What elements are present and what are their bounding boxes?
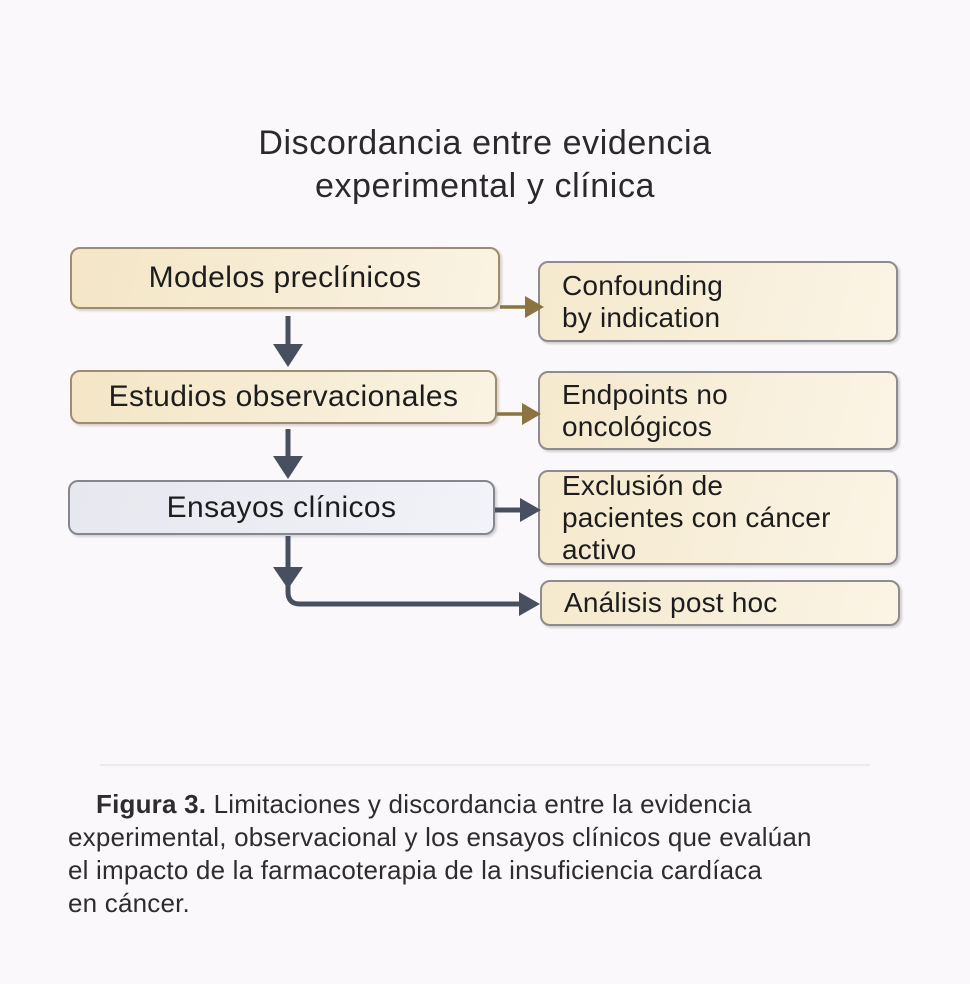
node-ensayos-clinicos: [68, 480, 495, 535]
node-label-line: Análisis post hoc: [564, 587, 778, 618]
node-label: Ensayos clínicos: [166, 490, 397, 524]
node-exclusion-pacientes-cancer-activo: [538, 470, 898, 565]
caption-line: en cáncer.: [68, 888, 190, 918]
figure-title-line1: Discordancia entre evidencia: [258, 124, 712, 162]
caption-figure-label: Figura 3.: [96, 789, 207, 819]
node-confounding-by-indication: [538, 261, 898, 342]
arrow-down-icon-preclinicos-to-observacionales: [273, 316, 303, 367]
caption-line: experimental, observacional y los ensayos clínicos que evalúan: [68, 822, 812, 852]
caption-line: el impacto de la farmacoterapia de la insuficiencia cardíaca: [68, 855, 763, 885]
arrow-elbow-icon-ensayos-to-posthoc: [273, 536, 540, 616]
figure-title-line2: experimental y clínica: [314, 167, 656, 205]
node-label: Modelos preclínicos: [148, 261, 422, 294]
arrow-right-icon-observacionales-to-endpoints: [497, 403, 541, 425]
node-label-line: activo: [562, 533, 637, 565]
node-estudios-observacionales: [70, 370, 497, 424]
node-label-line: Endpoints no: [562, 378, 728, 410]
node-label-line: Confounding: [562, 269, 723, 301]
node-endpoints-no-oncologicos: [538, 371, 898, 450]
arrow-down-icon-observacionales-to-ensayos: [273, 429, 303, 479]
node-label-line: Exclusión de: [562, 469, 724, 501]
node-label-line: pacientes con cáncer: [562, 501, 831, 533]
node-label: Estudios observacionales: [108, 380, 459, 413]
figure-title: [0, 122, 970, 208]
node-modelos-preclinicos: [70, 247, 500, 309]
arrow-right-icon-ensayos-to-exclusion: [495, 498, 541, 522]
node-label-line: by indication: [562, 301, 721, 333]
node-analisis-post-hoc: [540, 580, 900, 626]
faint-divider: [100, 764, 870, 766]
caption-text: Limitaciones y discordancia entre la evidencia: [213, 789, 752, 819]
caption-line: [96, 789, 752, 819]
node-label-line: oncológicos: [562, 410, 713, 442]
